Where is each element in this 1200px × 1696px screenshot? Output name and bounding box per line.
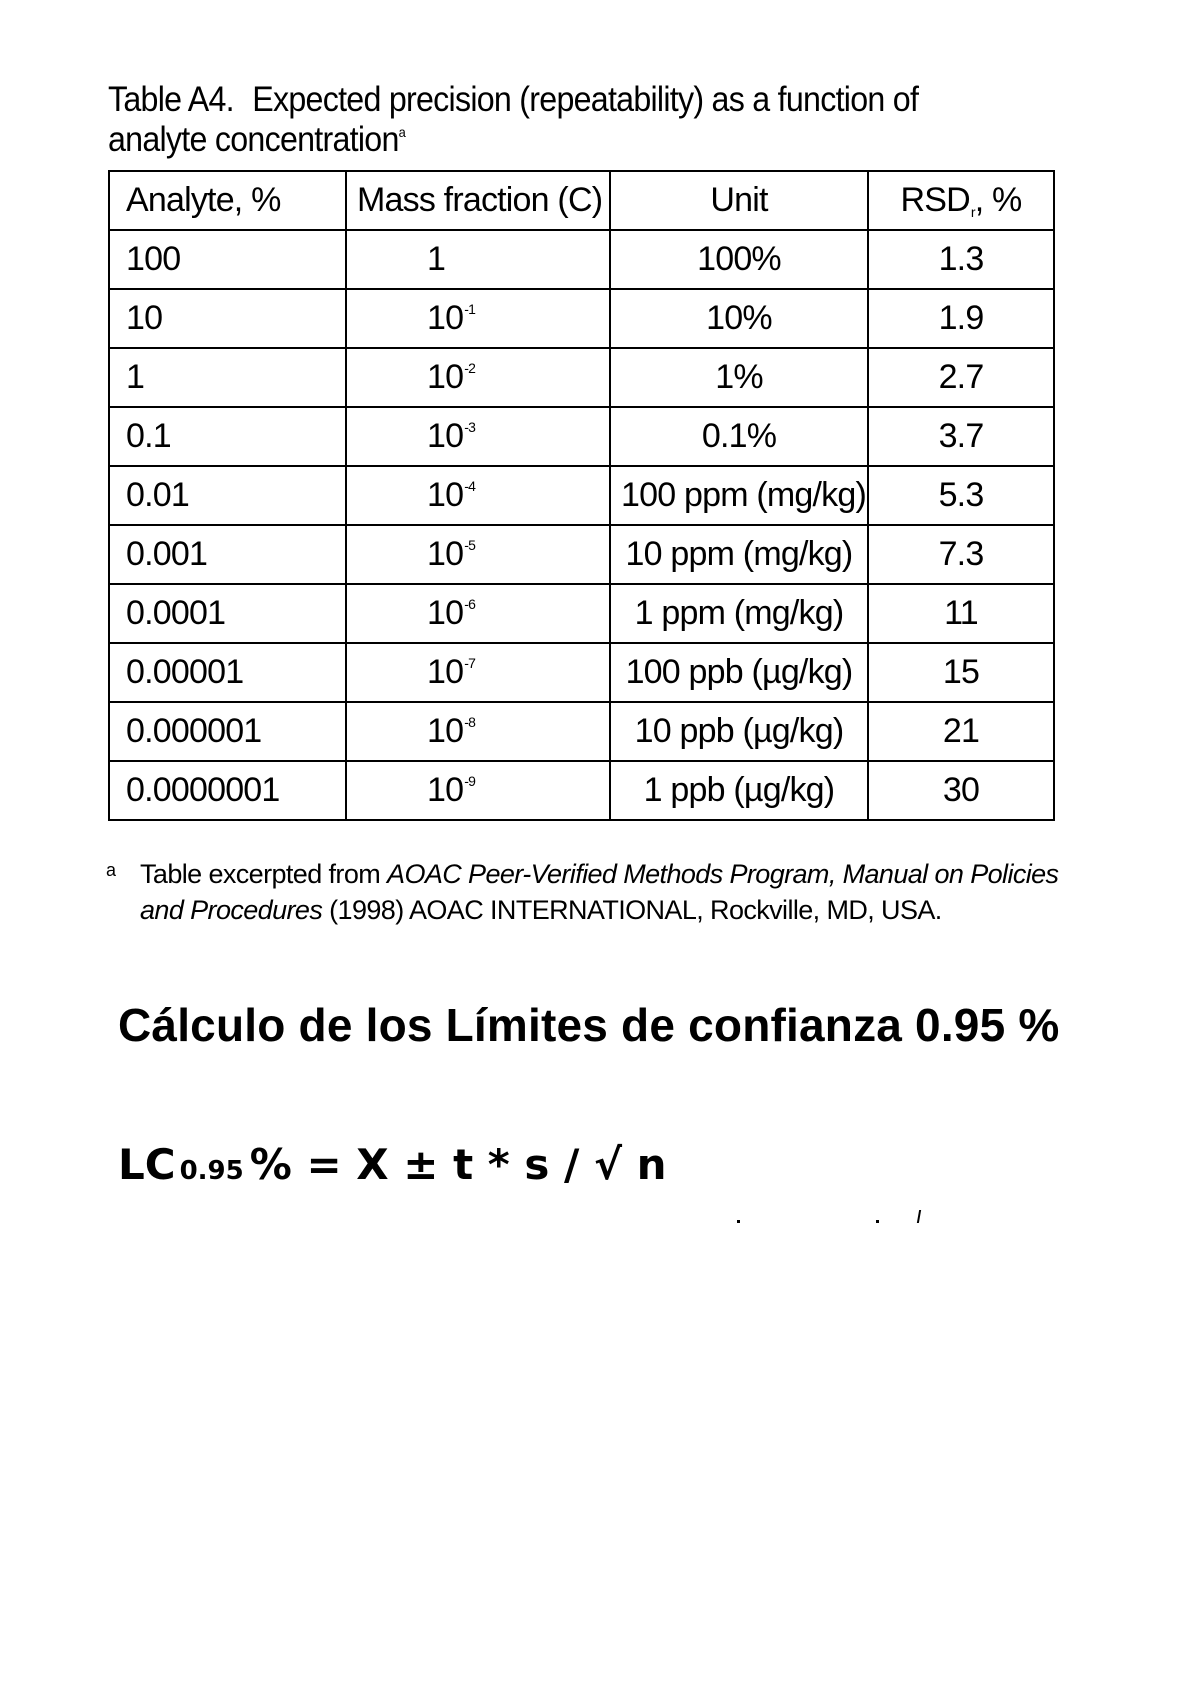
table-row	[109, 761, 1054, 820]
caption-footnote-marker: a	[398, 124, 406, 140]
cell-analyte: 10	[109, 289, 346, 348]
mass-exponent: -4	[464, 478, 476, 494]
header-row	[109, 171, 1054, 230]
table-row	[109, 407, 1054, 466]
confidence-limit-formula	[118, 1140, 667, 1189]
cell-unit: 0.1%	[610, 407, 868, 466]
mass-exponent: -9	[464, 773, 476, 789]
header-rsd-subscript: r	[970, 204, 975, 220]
header-unit: Unit	[610, 171, 868, 230]
formula-lead: LC	[118, 1140, 176, 1189]
table-caption	[108, 80, 1010, 160]
header-mass-fraction: Mass fraction (C)	[346, 171, 610, 230]
footnote-prefix: Table excerpted from	[140, 859, 388, 889]
mass-exponent: -1	[464, 301, 476, 317]
mass-base: 10	[427, 476, 464, 514]
cell-analyte: 0.1	[109, 407, 346, 466]
stray-mark	[917, 1210, 921, 1223]
cell-rsd: 3.7	[868, 407, 1054, 466]
cell-analyte: 0.0001	[109, 584, 346, 643]
cell-unit: 1 ppb (µg/kg)	[610, 761, 868, 820]
cell-mass-fraction	[346, 348, 610, 407]
stray-mark	[876, 1220, 879, 1223]
cell-unit: 10%	[610, 289, 868, 348]
table-footnote	[104, 856, 1064, 928]
cell-unit: 100 ppb (µg/kg)	[610, 643, 868, 702]
mass-base: 10	[427, 535, 464, 573]
header-rsd	[868, 171, 1054, 230]
mass-base: 1	[427, 240, 446, 278]
cell-analyte: 0.00001	[109, 643, 346, 702]
stray-mark	[737, 1220, 740, 1223]
mass-exponent: -6	[464, 596, 476, 612]
footnote-suffix: (1998) AOAC INTERNATIONAL, Rockville, MD, USA.	[322, 895, 942, 925]
caption-lead: Table A4.	[108, 80, 234, 119]
cell-unit: 1 ppm (mg/kg)	[610, 584, 868, 643]
cell-mass-fraction	[346, 525, 610, 584]
mass-base: 10	[427, 417, 464, 455]
mass-exponent: -3	[464, 419, 476, 435]
mass-base: 10	[427, 358, 464, 396]
cell-mass-fraction	[346, 407, 610, 466]
cell-mass-fraction	[346, 702, 610, 761]
cell-rsd: 11	[868, 584, 1054, 643]
mass-base: 10	[427, 594, 464, 632]
footnote-body	[140, 856, 1064, 928]
table-row	[109, 584, 1054, 643]
table-row	[109, 348, 1054, 407]
cell-mass-fraction	[346, 230, 610, 289]
cell-unit: 10 ppm (mg/kg)	[610, 525, 868, 584]
mass-exponent: -5	[464, 537, 476, 553]
mass-exponent: -8	[464, 714, 476, 730]
formula-rest: % = X ± t * s / √ n	[249, 1140, 667, 1189]
cell-mass-fraction	[346, 761, 610, 820]
cell-analyte: 0.001	[109, 525, 346, 584]
cell-rsd: 21	[868, 702, 1054, 761]
cell-rsd: 15	[868, 643, 1054, 702]
formula-subscript: 0.95	[179, 1156, 244, 1186]
footnote-marker: a	[106, 860, 116, 880]
cell-mass-fraction	[346, 466, 610, 525]
table-row	[109, 643, 1054, 702]
mass-exponent: -7	[464, 655, 476, 671]
mass-base: 10	[427, 653, 464, 691]
cell-mass-fraction	[346, 289, 610, 348]
confidence-limits-heading: Cálculo de los Límites de confianza 0.95 %	[118, 999, 1060, 1051]
footnote-source: AOAC Peer-Verified Methods Program, Manual on Policies and Procedures	[140, 859, 1059, 925]
mass-base: 10	[427, 712, 464, 750]
table-row	[109, 230, 1054, 289]
cell-rsd: 2.7	[868, 348, 1054, 407]
cell-analyte: 0.01	[109, 466, 346, 525]
cell-unit: 100 ppm (mg/kg)	[610, 466, 868, 525]
cell-unit: 1%	[610, 348, 868, 407]
mass-base: 10	[427, 299, 464, 337]
header-analyte: Analyte, %	[109, 171, 346, 230]
cell-analyte: 1	[109, 348, 346, 407]
header-rsd-suffix: , %	[974, 181, 1022, 219]
cell-rsd: 7.3	[868, 525, 1054, 584]
cell-unit: 10 ppb (µg/kg)	[610, 702, 868, 761]
cell-rsd: 30	[868, 761, 1054, 820]
cell-rsd: 5.3	[868, 466, 1054, 525]
mass-base: 10	[427, 771, 464, 809]
cell-rsd: 1.3	[868, 230, 1054, 289]
header-rsd-label: RSD	[900, 181, 970, 219]
cell-unit: 100%	[610, 230, 868, 289]
cell-analyte: 100	[109, 230, 346, 289]
caption-text: Expected precision (repeatability) as a function of analyte concentration	[108, 80, 919, 159]
table-row	[109, 525, 1054, 584]
cell-analyte: 0.000001	[109, 702, 346, 761]
cell-mass-fraction	[346, 643, 610, 702]
table-row	[109, 702, 1054, 761]
mass-exponent: -2	[464, 360, 476, 376]
precision-table	[108, 170, 1055, 821]
cell-mass-fraction	[346, 584, 610, 643]
cell-rsd: 1.9	[868, 289, 1054, 348]
cell-analyte: 0.0000001	[109, 761, 346, 820]
table-row	[109, 289, 1054, 348]
table-row	[109, 466, 1054, 525]
